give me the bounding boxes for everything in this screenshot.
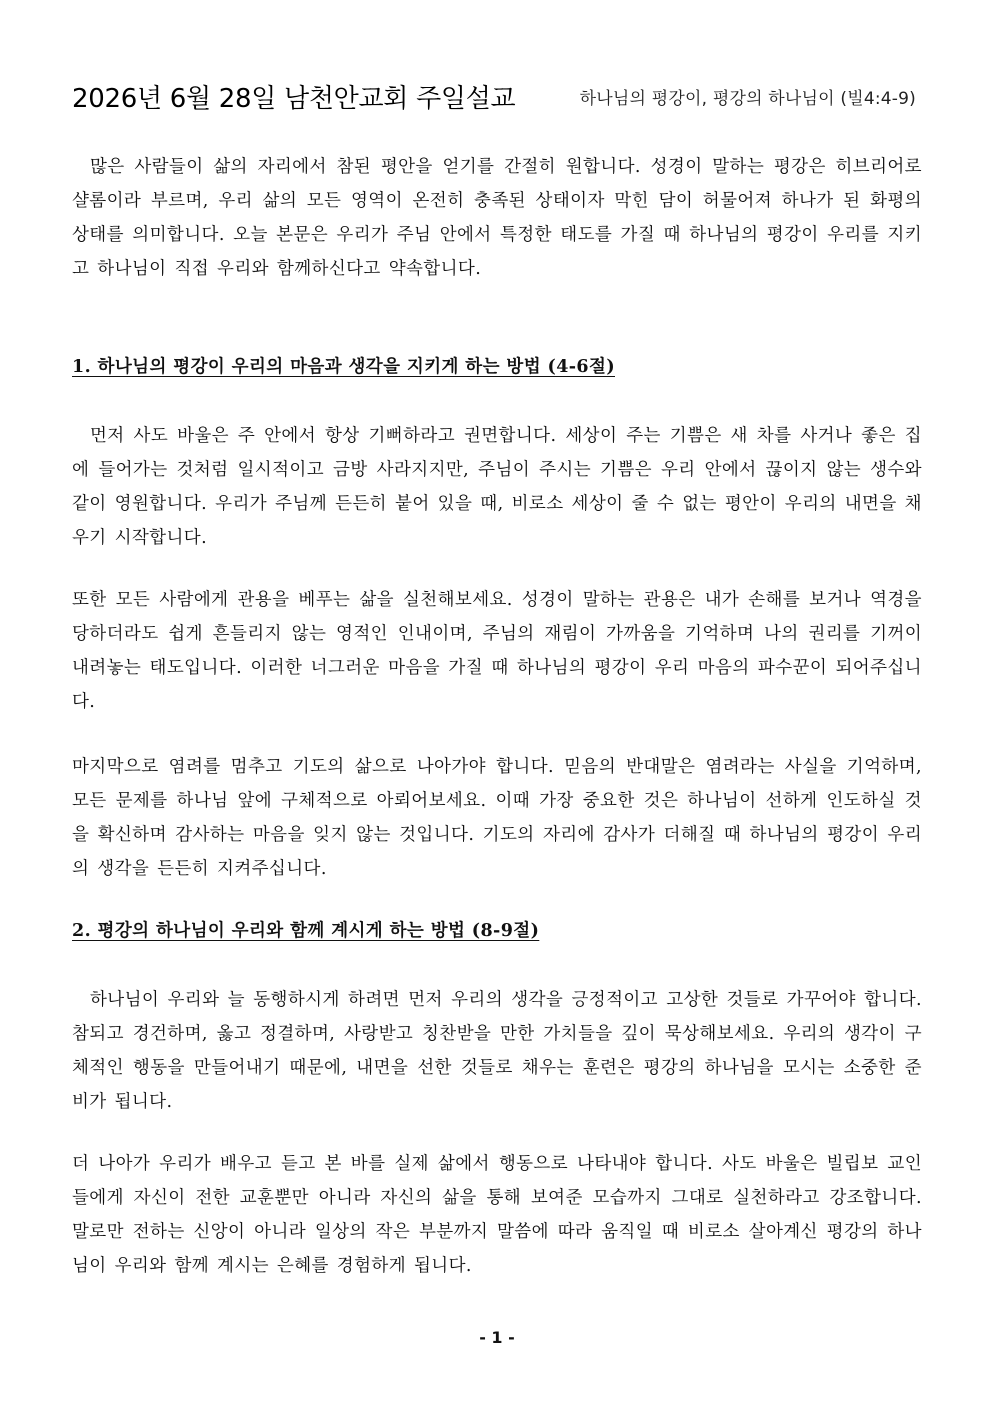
section-2-heading: 2. 평강의 하나님이 우리와 함께 계시게 하는 방법 (8-9절) [72, 921, 540, 941]
section-1-paragraph-2: 또한 모든 사람에게 관용을 베푸는 삶을 실천해보세요. 성경이 말하는 관용은 내가 손해를 보거나 역경을 당하더라도 쉽게 흔들리지 않는 영적인 인내이며, 주님의 재림이 가까움을 기억하며 나의 권리를 기꺼이 내려놓는 태도입니다. 이러한 너그러운 마음을 가질 때 하나님의 평강이 우리 마음의 파수꾼이 되어주십니다. [72, 590, 922, 712]
document-page [72, 0, 922, 1403]
section-2-paragraph-1: 하나님이 우리와 늘 동행하시게 하려면 먼저 우리의 생각을 긍정적이고 고상한 것들로 가꾸어야 합니다. 참되고 경건하며, 옳고 정결하며, 사랑받고 칭찬받을 만한 가치들을 깊이 묵상해보세요. 우리의 생각이 구체적인 행동을 만들어내기 때문에, 내면을 선한 것들로 채우는 훈련은 평강의 하나님을 모시는 소중한 준비가 됩니다. [72, 990, 922, 1112]
intro-paragraph: 많은 사람들이 삶의 자리에서 참된 평안을 얻기를 간절히 원합니다. 성경이 말하는 평강은 히브리어로 샬롬이라 부르며, 우리 삶의 모든 영역이 온전히 충족된 상태이자 막힌 담이 허물어져 하나가 된 화평의 상태를 의미합니다. 오늘 본문은 우리가 주님 안에서 특정한 태도를 가질 때 하나님의 평강이 우리를 지키고 하나님이 직접 우리와 함께하신다고 약속합니다. [72, 157, 922, 279]
section-2-paragraph-2: 더 나아가 우리가 배우고 듣고 본 바를 실제 삶에서 행동으로 나타내야 합니다. 사도 바울은 빌립보 교인들에게 자신이 전한 교훈뿐만 아니라 자신의 삶을 통해 보여준 모습까지 그대로 실천하라고 강조합니다. 말로만 전하는 신앙이 아니라 일상의 작은 부분까지 말씀에 따라 움직일 때 비로소 살아계신 평강의 하나님이 우리와 함께 계시는 은혜를 경험하게 됩니다. [72, 1154, 922, 1276]
section-1-paragraph-3: 마지막으로 염려를 멈추고 기도의 삶으로 나아가야 합니다. 믿음의 반대말은 염려라는 사실을 기억하며, 모든 문제를 하나님 앞에 구체적으로 아뢰어보세요. 이때 가장 중요한 것은 하나님이 선하게 인도하실 것을 확신하며 감사하는 마음을 잊지 않는 것입니다. 기도의 자리에 감사가 더해질 때 하나님의 평강이 우리의 생각을 든든히 지켜주십니다. [72, 757, 922, 879]
section-1-heading: 1. 하나님의 평강이 우리의 마음과 생각을 지키게 하는 방법 (4-6절) [72, 357, 615, 377]
sermon-title: 2026년 6월 28일 남천안교회 주일설교 [72, 84, 516, 114]
page-number: - 1 - [479, 1328, 515, 1347]
document-header [72, 78, 922, 122]
section-1-paragraph-1: 먼저 사도 바울은 주 안에서 항상 기뻐하라고 권면합니다. 세상이 주는 기쁨은 새 차를 사거나 좋은 집에 들어가는 것처럼 일시적이고 금방 사라지지만, 주님이 주시는 기쁨은 우리 안에서 끊이지 않는 생수와 같이 영원합니다. 우리가 주님께 든든히 붙어 있을 때, 비로소 세상이 줄 수 없는 평안이 우리의 내면을 채우기 시작합니다. [72, 426, 922, 548]
sermon-subtitle: 하나님의 평강이, 평강의 하나님이 (빌4:4-9) [579, 89, 916, 109]
